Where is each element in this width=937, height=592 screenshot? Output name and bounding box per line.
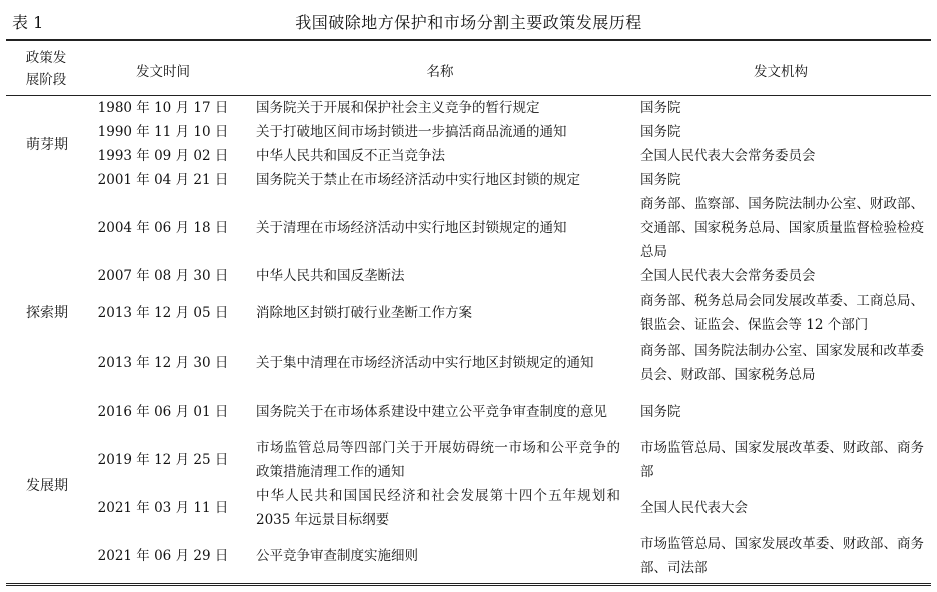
row-name: 市场监管总局等四部门关于开展妨碍统一市场和公平竞争的政策措施清理工作的通知	[256, 440, 620, 480]
row-name: 国务院关于禁止在市场经济活动中实行地区封锁的规定	[256, 172, 580, 188]
header-name: 名称	[426, 64, 454, 80]
table-row	[0, 338, 937, 388]
row-date: 2021 年 03 月 11 日	[97, 500, 229, 516]
row-issuer: 市场监管总局、国家发展改革委、财政部、商务部	[640, 440, 924, 480]
top-rule	[6, 39, 931, 41]
row-issuer: 商务部、税务总局会同发展改革委、工商总局、银监会、证监会、保监会等 12 个部门	[640, 293, 924, 333]
header-issuer: 发文机构	[754, 64, 808, 80]
table-row	[0, 192, 937, 264]
row-date: 1993 年 09 月 02 日	[97, 148, 229, 164]
table-row	[0, 532, 937, 580]
row-date: 1980 年 10 月 17 日	[97, 100, 229, 116]
table-row	[0, 144, 937, 168]
row-name: 关于集中清理在市场经济活动中实行地区封锁规定的通知	[256, 355, 594, 371]
table-row	[0, 484, 937, 532]
table-label: 表 1	[12, 13, 44, 32]
row-date: 2001 年 04 月 21 日	[97, 172, 229, 188]
row-name: 中华人民共和国反垄断法	[256, 268, 405, 284]
row-date: 2021 年 06 月 29 日	[97, 548, 229, 564]
row-issuer: 国务院	[640, 404, 681, 420]
row-name: 消除地区封锁打破行业垄断工作方案	[256, 305, 472, 321]
stage-label-development: 发展期	[26, 478, 68, 494]
row-date: 2013 年 12 月 30 日	[97, 355, 229, 371]
row-issuer: 国务院	[640, 172, 681, 188]
table-row	[0, 120, 937, 144]
table-row	[0, 264, 937, 288]
row-date: 2007 年 08 月 30 日	[97, 268, 229, 284]
bottom-rule	[6, 583, 931, 586]
row-date: 2016 年 06 月 01 日	[97, 404, 229, 420]
table-row	[0, 168, 937, 192]
row-issuer: 市场监管总局、国家发展改革委、财政部、商务部、司法部	[640, 536, 924, 576]
row-name: 关于清理在市场经济活动中实行地区封锁规定的通知	[256, 220, 567, 236]
row-name: 国务院关于在市场体系建设中建立公平竞争审查制度的意见	[256, 404, 607, 420]
row-name: 公平竞争审查制度实施细则	[256, 548, 418, 564]
row-date: 2013 年 12 月 05 日	[97, 305, 229, 321]
table-row	[0, 96, 937, 120]
table-row	[0, 288, 937, 338]
row-name: 中华人民共和国国民经济和社会发展第十四个五年规划和 2035 年远景目标纲要	[256, 488, 620, 528]
row-issuer: 全国人民代表大会常务委员会	[640, 268, 816, 284]
row-issuer: 国务院	[640, 124, 681, 140]
row-issuer: 全国人民代表大会常务委员会	[640, 148, 816, 164]
header-stage: 政策发展阶段	[25, 50, 67, 88]
row-name: 国务院关于开展和保护社会主义竞争的暂行规定	[256, 100, 540, 116]
row-issuer: 国务院	[640, 100, 681, 116]
header-date: 发文时间	[136, 64, 190, 80]
row-date: 1990 年 11 月 10 日	[97, 124, 229, 140]
row-issuer: 商务部、国务院法制办公室、国家发展和改革委员会、财政部、国家税务总局	[640, 343, 924, 383]
row-date: 2019 年 12 月 25 日	[97, 452, 229, 468]
stage-label-exploration: 探索期	[26, 305, 68, 321]
stage-label-emerging: 萌芽期	[26, 137, 68, 153]
table-row	[0, 388, 937, 436]
row-issuer: 商务部、监察部、国务院法制办公室、财政部、交通部、国家税务总局、国家质量监督检验检疫总局	[640, 196, 924, 260]
table-title: 我国破除地方保护和市场分割主要政策发展历程	[295, 13, 642, 32]
row-date: 2004 年 06 月 18 日	[97, 220, 229, 236]
row-issuer: 全国人民代表大会	[640, 500, 748, 516]
table-row	[0, 436, 937, 484]
row-name: 关于打破地区间市场封锁进一步搞活商品流通的通知	[256, 124, 567, 140]
row-name: 中华人民共和国反不正当竞争法	[256, 148, 445, 164]
